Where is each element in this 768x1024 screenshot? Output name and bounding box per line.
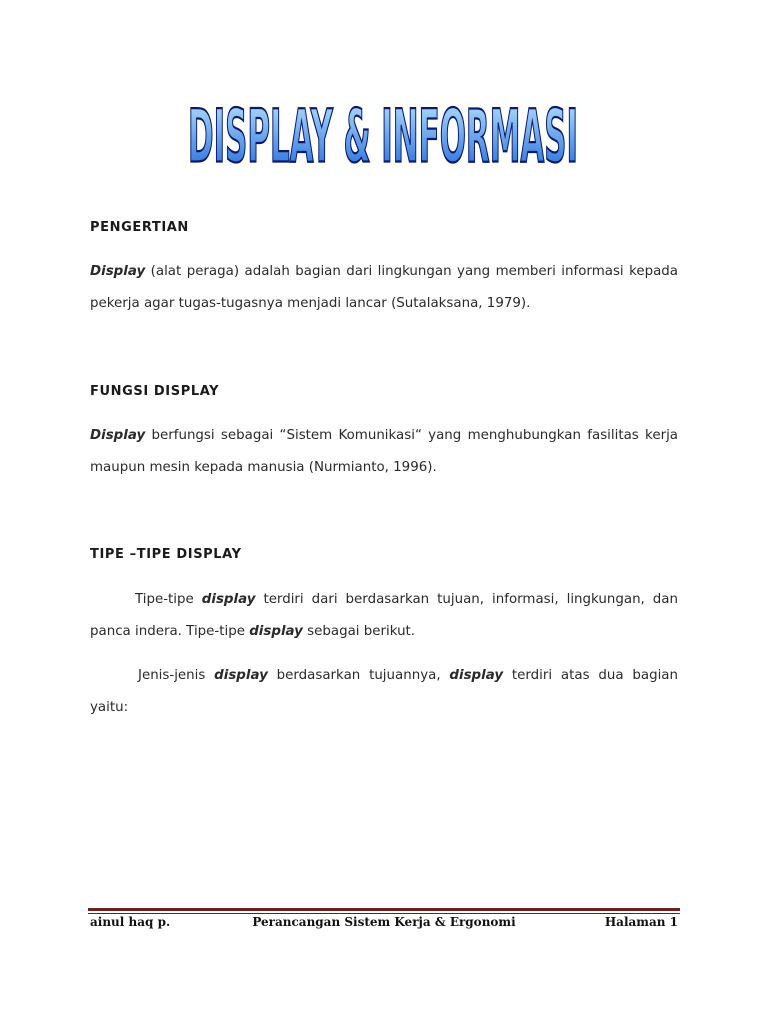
paragraph-text: sebagai berikut.: [302, 624, 416, 639]
section-heading-pengertian: PENGERTIAN: [90, 220, 189, 235]
term-display: display: [201, 592, 256, 607]
footer-document-title: Perancangan Sistem Kerja & Ergonomi: [252, 915, 516, 929]
term-display: display: [449, 668, 504, 683]
page-footer: [90, 915, 678, 935]
wordart-title-graphic: [183, 86, 583, 172]
wordart-title: [183, 86, 583, 172]
paragraph-text: Tipe-tipe: [135, 592, 202, 607]
footer-divider-thick: [88, 908, 680, 911]
footer-divider-thin: [88, 913, 680, 914]
paragraph-tipe-tipe: [90, 584, 678, 648]
paragraph-text: (alat peraga) adalah bagian dari lingkungan yang memberi informasi kepada pekerja agar tugas-tugasnya menjadi lancar (Sutalaksana, 1979).: [90, 264, 678, 311]
paragraph-text: berfungsi sebagai “Sistem Komunikasi“ yang menghubungkan fasilitas kerja maupun mesin kepada manusia (Nurmianto, 1996).: [90, 428, 678, 475]
paragraph-pengertian: [90, 256, 678, 320]
paragraph-text: terdiri atas dua bagian yaitu:: [90, 668, 678, 715]
section-heading-fungsi-display: FUNGSI DISPLAY: [90, 384, 220, 399]
term-display: display: [249, 624, 303, 639]
term-display: Display: [90, 264, 146, 279]
paragraph-fungsi-display: [90, 420, 678, 484]
term-display: Display: [90, 428, 146, 443]
section-heading-tipe-tipe-display: TIPE –TIPE DISPLAY: [90, 547, 242, 562]
footer-page-number: Halaman 1: [604, 915, 678, 929]
term-display: display: [214, 668, 268, 683]
wordart-title-text: DISPLAY & INFORMASI: [188, 92, 578, 172]
footer-author: ainul haq p.: [90, 915, 171, 929]
paragraph-text: berdasarkan tujuannya,: [267, 668, 450, 683]
paragraph-jenis-jenis: [90, 660, 678, 724]
paragraph-text: Jenis-jenis: [138, 668, 215, 683]
paragraph-text: terdiri dari berdasarkan tujuan, informasi, lingkungan, dan panca indera. Tipe-tipe: [90, 592, 678, 639]
